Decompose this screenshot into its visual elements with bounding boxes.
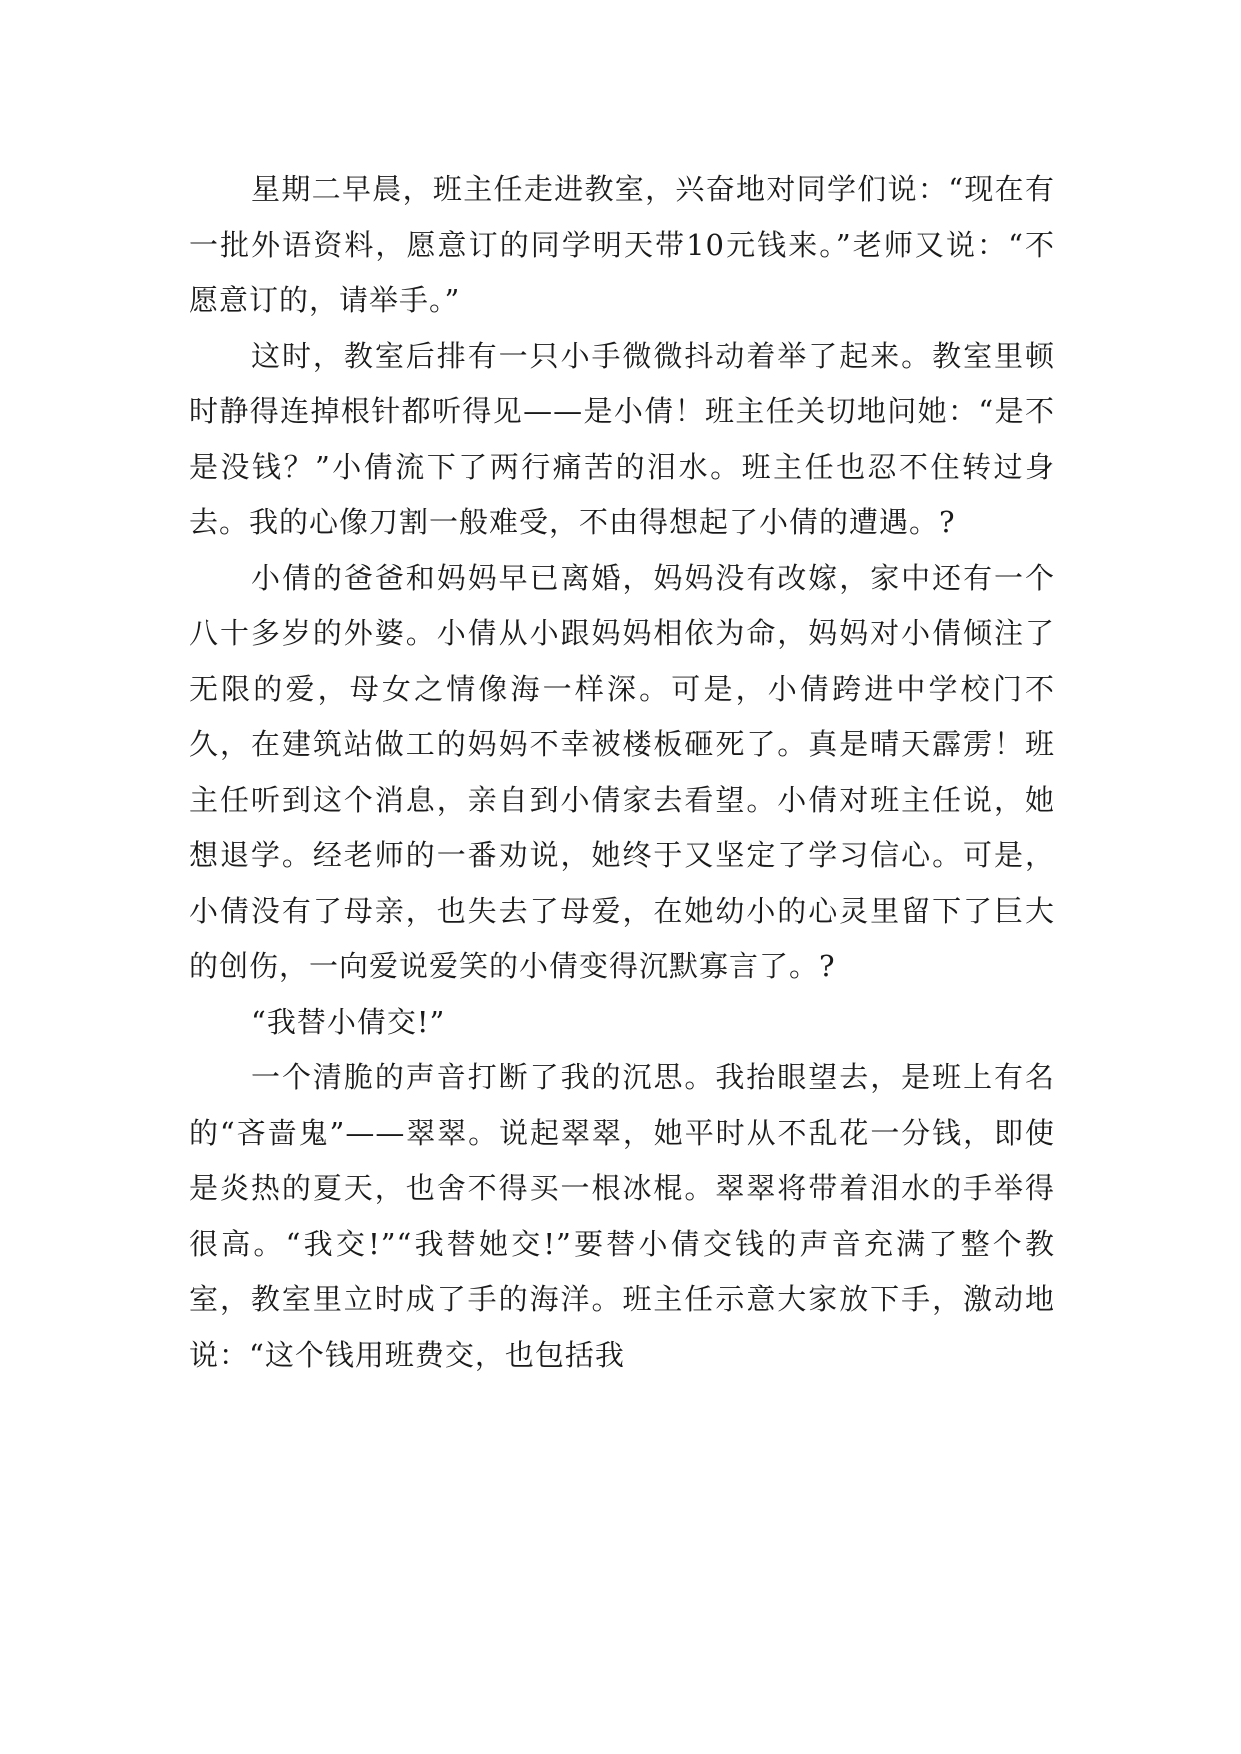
paragraph-3: 小倩的爸爸和妈妈早已离婚，妈妈没有改嫁，家中还有一个八十多岁的外婆。小倩从小跟妈妈相依为命，妈妈对小倩倾注了无限的爱，母女之情像海一样深。可是，小倩跨进中学校门不久，在建筑站做工的妈妈不幸被楼板砸死了。真是晴天霹雳！班主任听到这个消息，亲自到小倩家去看望。小倩对班主任说，她想退学。经老师的一番劝说，她终于又坚定了学习信心。可是，小倩没有了母亲，也失去了母爱，在她幼小的心灵里留下了巨大的创伤，一向爱说爱笑的小倩变得沉默寡言了。? (189, 560, 1055, 983)
paragraph-1: 星期二早晨，班主任走进教室，兴奋地对同学们说：“现在有一批外语资料，愿意订的同学明天带10元钱来。”老师又说：“不愿意订的，请举手。” (189, 172, 1055, 317)
paragraph-4: “我替小倩交!” (251, 1004, 446, 1039)
paragraph-2: 这时，教室后排有一只小手微微抖动着举了起来。教室里顿时静得连掉根针都听得见——是小倩！班主任关切地问她：“是不是没钱？”小倩流下了两行痛苦的泪水。班主任也忍不住转过身去。我的心像刀割一般难受，不由得想起了小倩的遭遇。? (189, 338, 1055, 539)
body-text (189, 162, 1055, 1383)
paragraph-5: 一个清脆的声音打断了我的沉思。我抬眼望去，是班上有名的“吝啬鬼”——翠翠。说起翠翠，她平时从不乱花一分钱，即使是炎热的夏天，也舍不得买一根冰棍。翠翠将带着泪水的手举得很高。“我交!”“我替她交!”要替小倩交钱的声音充满了整个教室，教室里立时成了手的海洋。班主任示意大家放下手，激动地说：“这个钱用班费交，也包括我 (189, 1060, 1055, 1372)
